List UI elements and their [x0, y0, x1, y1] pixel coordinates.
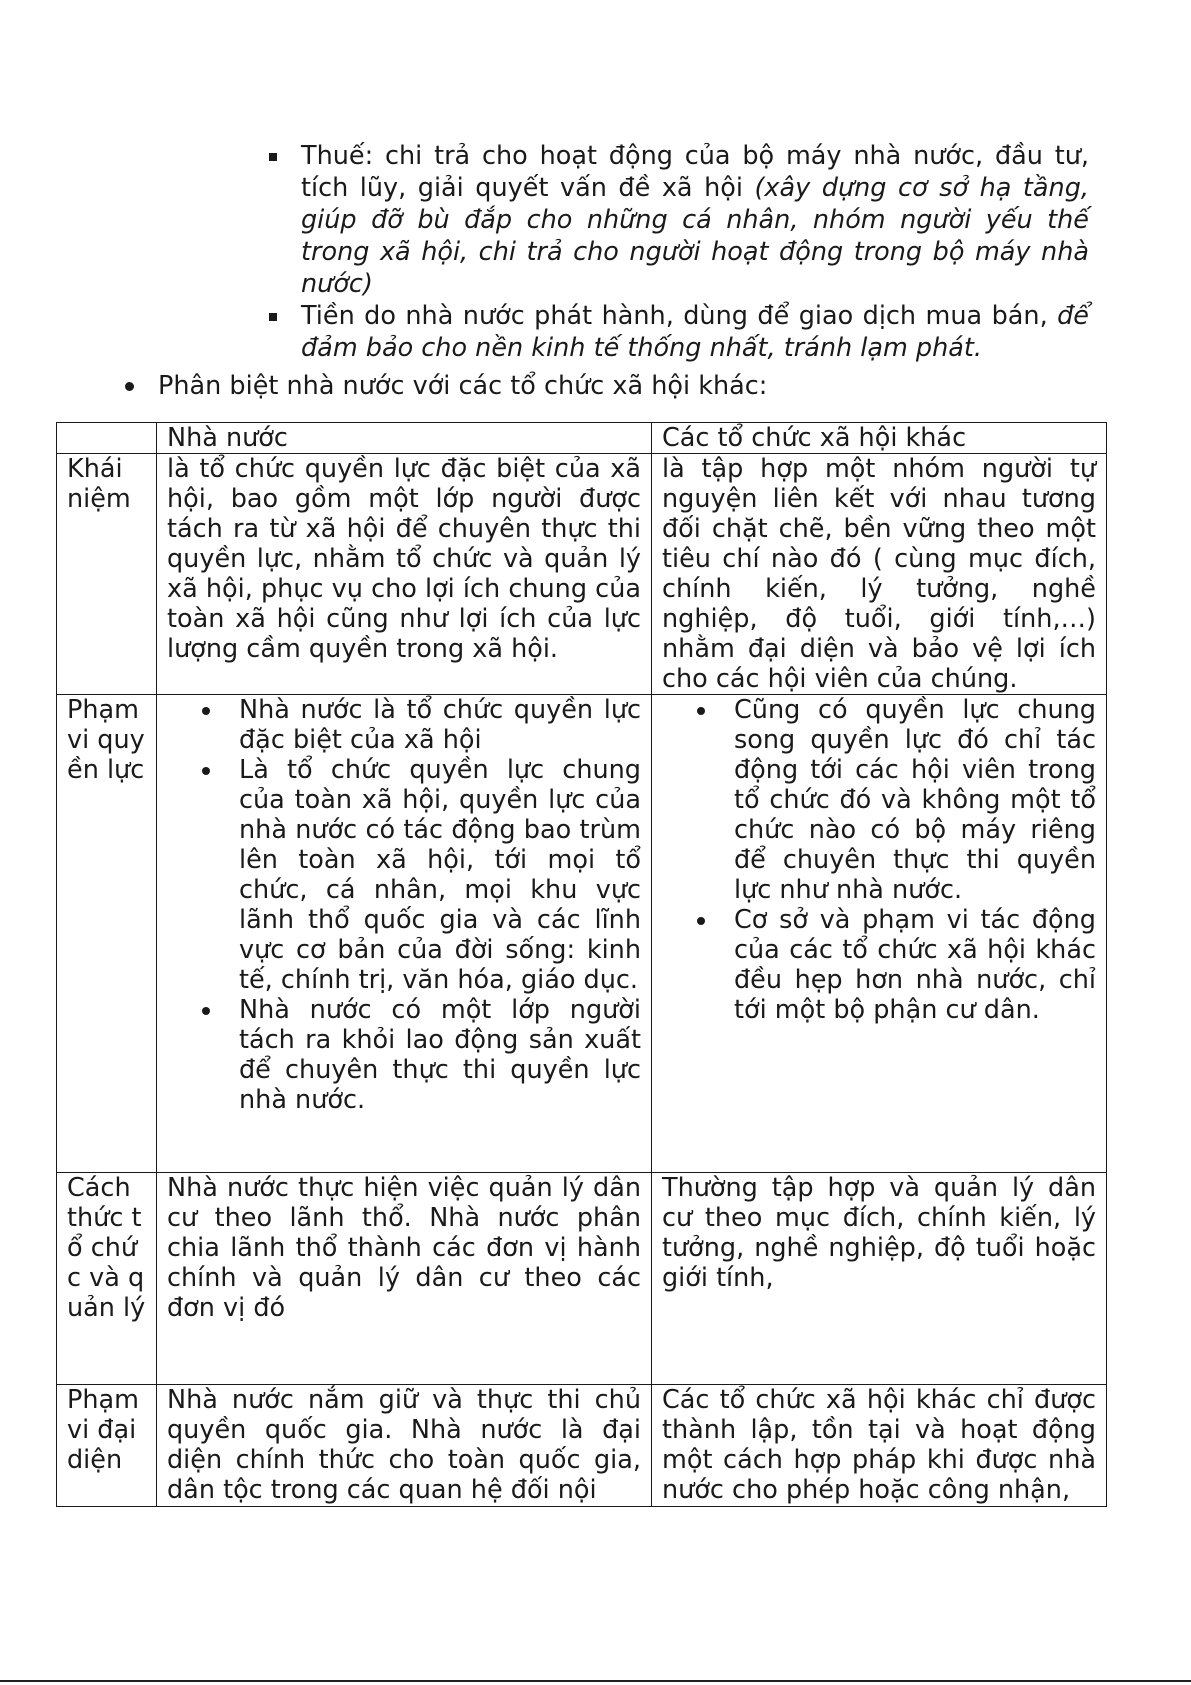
money-text: Tiền do nhà nước phát hành, dùng để giao dịch mua bán,: [301, 301, 1058, 331]
other-cell: là tập hợp một nhóm người tự nguyện liên kết với nhau tương đối chặt chẽ, bền vững theo một tiêu chí nào đó ( cùng mục đích, chính kiến, lý tưởng, nghề nghiệp, độ tuổi, giới tính,…) nhằm đại diện và bảo vệ lợi ích cho các hội viên của chúng.: [652, 454, 1107, 695]
money-italic-text: để đảm bảo cho nền kinh tế thống nhất, tránh lạm phát.: [301, 301, 1089, 363]
table-row-power-scope: [57, 695, 1107, 1173]
other-power-list: [662, 695, 1096, 1025]
tax-italic-text: (xây dựng cơ sở hạ tầng, giúp đỡ bù đắp cho những cá nhân, nhóm người yếu thế trong xã hội, chi trả cho người hoạt động trong bộ máy nhà nước): [301, 173, 1089, 299]
table-row-concept: [57, 454, 1107, 695]
other-cell: [652, 695, 1107, 1173]
round-bullet-icon: [202, 767, 210, 775]
square-bullet-icon: [269, 313, 277, 321]
round-bullet-icon: [125, 382, 134, 391]
header-cell-other: Các tổ chức xã hội khác: [652, 423, 1107, 454]
main-bullet: [120, 370, 1080, 402]
list-item: Là tổ chức quyền lực chung của toàn xã hội, quyền lực của nhà nước có tác động bao trùm lên toàn xã hội, tới mọi tổ chức, cá nhân, mọi khu vực lãnh thổ quốc gia và các lĩnh vực cơ bản của đời sống: kinh tế, chính trị, văn hóa, giáo dục.: [167, 755, 641, 995]
header-cell-empty: [57, 423, 157, 454]
row-label: Phạm vi quyền lực: [57, 695, 157, 1173]
sub-bullet-tax: [264, 140, 1089, 300]
page-bottom-divider: [0, 1680, 1191, 1682]
table-header-row: [57, 423, 1107, 454]
comparison-table: [56, 422, 1107, 1507]
row-label: Khái niệm: [57, 454, 157, 695]
table-row-organization: [57, 1173, 1107, 1385]
list-item: Cũng có quyền lực chung song quyền lực đó chỉ tác động tới các hội viên trong tổ chức đó và không một tổ chức nào có bộ máy riêng để chuyên thực thi quyền lực như nhà nước.: [662, 695, 1096, 905]
main-bullet-text: Phân biệt nhà nước với các tổ chức xã hội khác:: [158, 371, 768, 401]
round-bullet-icon: [697, 917, 705, 925]
state-cell: Nhà nước nắm giữ và thực thi chủ quyền quốc gia. Nhà nước là đại diện chính thức cho toàn quốc gia, dân tộc trong các quan hệ đối nội: [157, 1385, 652, 1507]
sub-bullet-money: [264, 300, 1089, 364]
list-item: Nhà nước có một lớp người tách ra khỏi lao động sản xuất để chuyên thực thi quyền lực nhà nước.: [167, 995, 641, 1115]
state-cell: [157, 695, 652, 1173]
square-bullet-icon: [269, 153, 277, 161]
round-bullet-icon: [697, 707, 705, 715]
state-cell: là tổ chức quyền lực đặc biệt của xã hội, bao gồm một lớp người được tách ra từ xã hội để chuyên thực thi quyền lực, nhằm tổ chức và quản lý xã hội, phục vụ cho lợi ích chung của toàn xã hội cũng như lợi ích của lực lượng cầm quyền trong xã hội.: [157, 454, 652, 695]
list-item: Cơ sở và phạm vi tác động của các tổ chức xã hội khác đều hẹp hơn nhà nước, chỉ tới một bộ phận cư dân.: [662, 905, 1096, 1025]
row-label: Phạm vi đại diện: [57, 1385, 157, 1507]
round-bullet-icon: [202, 1007, 210, 1015]
row-label: Cách thức tổ chức và quản lý: [57, 1173, 157, 1385]
other-cell: Các tổ chức xã hội khác chỉ được thành lập, tồn tại và hoạt động một cách hợp pháp khi được nhà nước cho phép hoặc công nhận,: [652, 1385, 1107, 1507]
list-item: Nhà nước là tổ chức quyền lực đặc biệt của xã hội: [167, 695, 641, 755]
state-cell: Nhà nước thực hiện việc quản lý dân cư theo lãnh thổ. Nhà nước phân chia lãnh thổ thành các đơn vị hành chính và quản lý dân cư theo các đơn vị đó: [157, 1173, 652, 1385]
round-bullet-icon: [202, 707, 210, 715]
other-cell: Thường tập hợp và quản lý dân cư theo mục đích, chính kiến, lý tưởng, nghề nghiệp, độ tuổi hoặc giới tính,: [652, 1173, 1107, 1385]
tax-text: Thuế: chi trả cho hoạt động của bộ máy nhà nước, đầu tư, tích lũy, giải quyết vấn đề xã hội: [301, 141, 1089, 203]
table-row-representation: [57, 1385, 1107, 1507]
header-cell-state: Nhà nước: [157, 423, 652, 454]
state-power-list: [167, 695, 641, 1115]
sub-bullet-list: [264, 140, 1089, 364]
